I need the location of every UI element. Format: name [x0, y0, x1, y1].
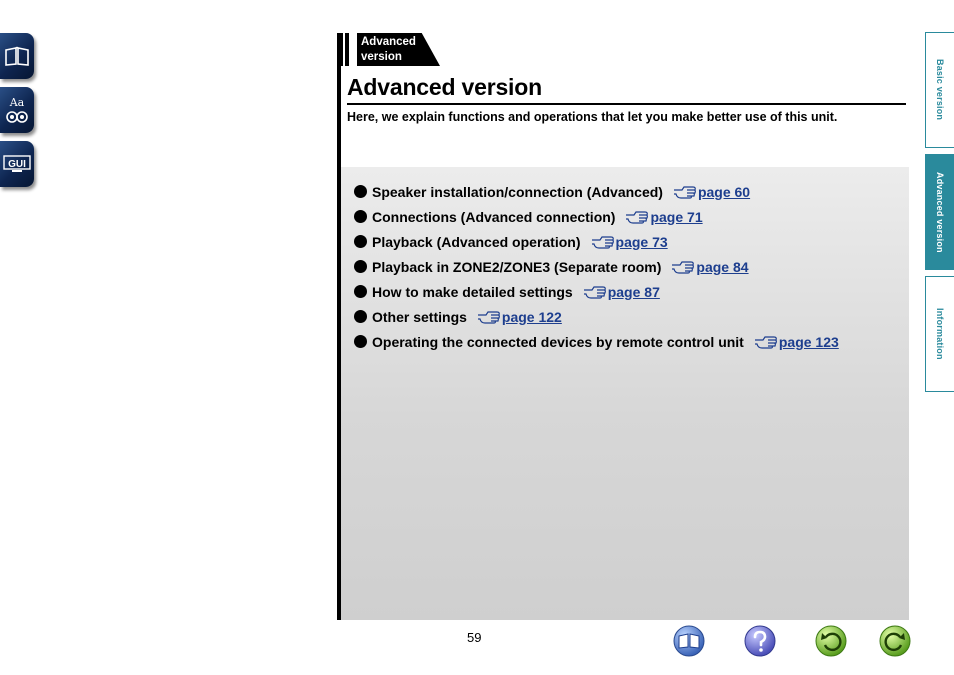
pointing-hand-icon — [673, 185, 697, 199]
pointing-hand-icon — [754, 335, 778, 349]
help-icon[interactable] — [744, 625, 776, 657]
page-link[interactable]: page 123 — [778, 333, 839, 350]
item-label: Playback (Advanced operation) — [372, 233, 581, 250]
page-reference[interactable] — [671, 259, 748, 275]
tab-information[interactable] — [925, 276, 954, 392]
page-link[interactable]: page 73 — [615, 233, 668, 250]
gui-icon — [3, 155, 31, 173]
topic-list — [354, 179, 839, 354]
intro-text: Here, we explain functions and operations that let you make better use of this unit. — [347, 110, 838, 124]
gui-icon-text: GUI — [8, 159, 26, 170]
item-label: Playback in ZONE2/ZONE3 (Separate room) — [372, 258, 662, 275]
bullet-icon — [354, 310, 367, 323]
page-number: 59 — [467, 630, 482, 645]
tab-advanced-version-label: Advanced version — [935, 171, 945, 253]
item-label: Operating the connected devices by remote control unit — [372, 333, 744, 350]
dictionary-icon — [4, 93, 30, 127]
pointing-hand-icon — [591, 235, 615, 249]
item-label: Other settings — [372, 308, 467, 325]
title-divider — [347, 103, 906, 105]
page-reference[interactable] — [583, 284, 660, 300]
page-reference[interactable] — [591, 234, 668, 250]
contents-button[interactable] — [0, 33, 34, 79]
bullet-icon — [354, 210, 367, 223]
page-link[interactable]: page 122 — [501, 308, 562, 325]
bullet-icon — [354, 260, 367, 273]
list-item — [354, 204, 839, 229]
list-item — [354, 279, 839, 304]
gui-menu-button[interactable] — [0, 141, 34, 187]
list-item — [354, 229, 839, 254]
index-button[interactable] — [0, 87, 34, 133]
bullet-icon — [354, 335, 367, 348]
pointing-hand-icon — [625, 210, 649, 224]
pointing-hand-icon — [477, 310, 501, 324]
page-link[interactable]: page 60 — [697, 183, 751, 200]
book-icon — [4, 45, 30, 67]
section-tab-label-line1: Advanced — [361, 36, 416, 48]
page-title: Advanced version — [347, 74, 542, 100]
pointing-hand-icon — [583, 285, 607, 299]
dictionary-icon-text: Aa — [9, 96, 25, 109]
forward-icon[interactable] — [879, 625, 911, 657]
section-tab-label — [361, 35, 421, 65]
page-reference[interactable] — [673, 184, 750, 200]
section-rule — [337, 33, 341, 620]
page-reference[interactable] — [477, 309, 562, 325]
section-tab-label-line2: version — [361, 51, 402, 63]
bullet-icon — [354, 185, 367, 198]
bullet-icon — [354, 285, 367, 298]
item-label: How to make detailed settings — [372, 283, 573, 300]
back-icon[interactable] — [815, 625, 847, 657]
pointing-hand-icon — [671, 260, 695, 274]
page-reference[interactable] — [625, 209, 702, 225]
tab-basic-version-label: Basic version — [935, 59, 945, 121]
item-label: Speaker installation/connection (Advanced) — [372, 183, 663, 200]
header-bars — [339, 33, 351, 66]
list-item — [354, 179, 839, 204]
list-item — [354, 254, 839, 279]
page-link[interactable]: page 84 — [696, 258, 749, 275]
list-item — [354, 329, 839, 354]
tab-advanced-version[interactable] — [925, 154, 954, 270]
contents-icon[interactable] — [673, 625, 705, 657]
item-label: Connections (Advanced connection) — [372, 208, 616, 225]
page-link[interactable]: page 87 — [607, 283, 660, 300]
page-reference[interactable] — [754, 334, 839, 350]
list-item — [354, 304, 839, 329]
bullet-icon — [354, 235, 367, 248]
tab-basic-version[interactable] — [925, 32, 954, 148]
page-link[interactable]: page 71 — [650, 208, 703, 225]
tab-information-label: Information — [935, 308, 945, 360]
